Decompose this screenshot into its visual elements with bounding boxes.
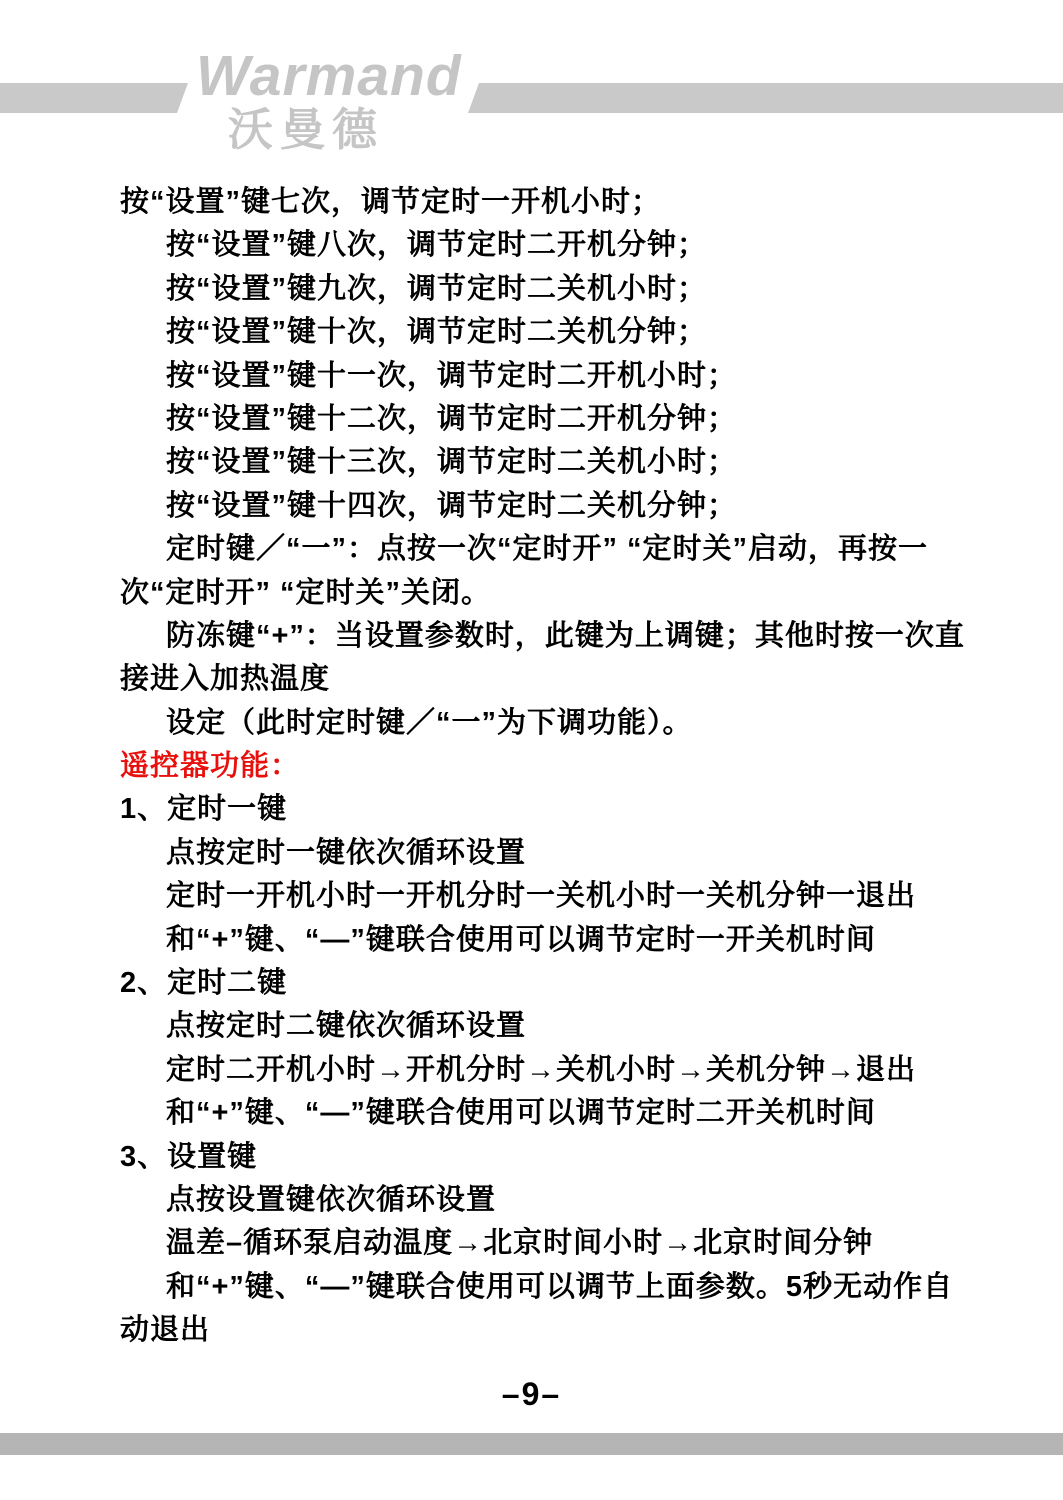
text-line: 3、设置键 xyxy=(120,1140,258,1173)
section-heading: 遥控器功能： xyxy=(120,750,301,783)
text-line: 按“设置”键七次，调节定时一开机小时； xyxy=(120,186,662,218)
text-line: 定时二开机小时→开机分时→关机小时→关机分钟→退出 xyxy=(166,1053,917,1086)
text-line: 点按定时一键依次循环设置 xyxy=(166,836,527,869)
text-line: 接进入加热温度 xyxy=(120,663,331,696)
text-line: 定时一开机小时一开机分时一关机小时一关机分钟一退出 xyxy=(166,880,917,913)
text-line: 按“设置”键十四次，调节定时二关机分钟； xyxy=(166,489,738,522)
text-line: 点按定时二键依次循环设置 xyxy=(166,1010,527,1043)
text-line: 动退出 xyxy=(120,1314,211,1347)
text-line: 点按设置键依次循环设置 xyxy=(166,1183,497,1216)
text-line: 按“设置”键十二次，调节定时二开机分钟； xyxy=(166,402,738,435)
text-line: 按“设置”键十次，调节定时二关机分钟； xyxy=(166,316,708,349)
text-line: 按“设置”键十三次，调节定时二关机小时； xyxy=(166,446,738,479)
header-bar-left xyxy=(0,83,188,113)
text-line: 按“设置”键九次，调节定时二关机小时； xyxy=(166,272,708,305)
page-number: –9– xyxy=(501,1376,562,1412)
footer-bar xyxy=(0,1433,1063,1455)
text-line: 和“+”键、“—”键联合使用可以调节定时一开关机时间 xyxy=(166,923,876,956)
text-line: 温差–循环泵启动温度→北京时间小时→北京时间分钟 xyxy=(166,1227,874,1260)
brand-name-chinese: 沃曼德 xyxy=(228,104,385,155)
text-line: 1、定时一键 xyxy=(120,793,288,826)
brand-logo: Warmand xyxy=(196,44,462,108)
text-line: 和“+”键、“—”键联合使用可以调节上面参数。5秒无动作自 xyxy=(166,1270,954,1303)
body-text xyxy=(120,181,1005,1353)
text-line: 按“设置”键十一次，调节定时二开机小时； xyxy=(166,359,738,392)
text-line: 设定（此时定时键／“一”为下调功能）。 xyxy=(166,706,693,739)
text-line: 次“定时开” “定时关”关闭。 xyxy=(120,576,492,609)
text-line: 按“设置”键八次，调节定时二开机分钟； xyxy=(166,229,708,262)
text-line: 防冻键“+”：当设置参数时，此键为上调键；其他时按一次直 xyxy=(166,619,965,652)
text-line: 和“+”键、“—”键联合使用可以调节定时二开关机时间 xyxy=(166,1097,876,1130)
header-bar-right xyxy=(468,83,1063,113)
text-line: 定时键／“一”：点按一次“定时开” “定时关”启动，再按一 xyxy=(166,533,929,566)
text-line: 2、定时二键 xyxy=(120,967,288,1000)
